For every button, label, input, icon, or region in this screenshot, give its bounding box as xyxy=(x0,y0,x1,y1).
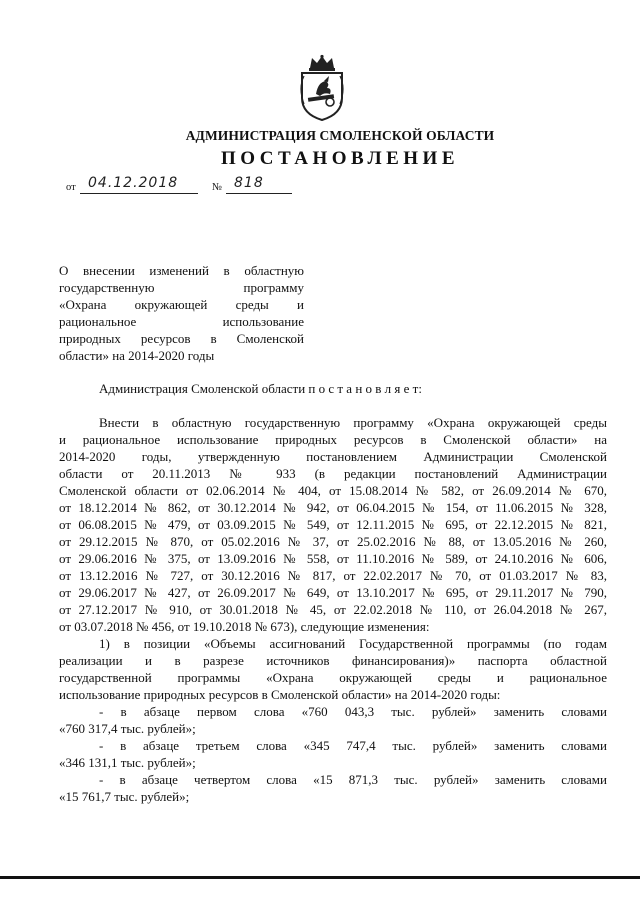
number-prefix: № xyxy=(212,182,223,193)
body-line: - в абзаце первом слова «760 043,3 тыс. рублей» заменить словами xyxy=(99,704,607,719)
subject-line: природных ресурсов в Смоленской xyxy=(59,331,304,346)
body-line: 1) в позиции «Объемы ассигнований Государственной программы (по годам xyxy=(99,636,607,651)
document-type-title: ПОСТАНОВЛЕНИЕ xyxy=(220,148,460,169)
body-line: Смоленской области от 02.06.2014 № 404, от 15.08.2014 № 582, от 26.09.2014 № 670, xyxy=(59,483,607,498)
body-line: от 29.12.2015 № 870, от 05.02.2016 № 37, от 25.02.2016 № 88, от 13.05.2016 № 260, xyxy=(59,534,607,549)
body-line: «15 761,7 тыс. рублей»; xyxy=(59,789,190,804)
body-line: от 29.06.2017 № 427, от 26.09.2017 № 649, от 13.10.2017 № 695, от 29.11.2017 № 790, xyxy=(59,585,607,600)
subject-line: О внесении изменений в областную xyxy=(59,263,304,278)
body-line: от 03.07.2018 № 456, от 19.10.2018 № 673), следующие изменения: xyxy=(59,619,430,634)
body-line: 2014-2020 годы, утвержденную постановлением Администрации Смоленской xyxy=(59,449,607,464)
number-handwritten: 818 xyxy=(234,175,264,191)
number-underline xyxy=(226,193,292,194)
body-line: от 06.08.2015 № 479, от 03.09.2015 № 549, от 12.11.2015 № 695, от 22.12.2015 № 821, xyxy=(59,517,607,532)
date-underline xyxy=(80,193,198,194)
body-line: «760 317,4 тыс. рублей»; xyxy=(59,721,196,736)
date-number-line xyxy=(66,176,326,196)
resolution-intro: Администрация Смоленской области п о с т а н о в л я е т: xyxy=(99,381,422,396)
subject-line: государственную программу xyxy=(59,280,304,295)
body-line: от 18.12.2014 № 862, от 30.12.2014 № 942, от 06.04.2015 № 154, от 11.06.2015 № 328, xyxy=(59,500,607,515)
body-line: - в абзаце третьем слова «345 747,4 тыс. рублей» заменить словами xyxy=(99,738,607,753)
document-subject xyxy=(59,262,304,364)
body-line: использование природных ресурсов в Смоленской области» на 2014-2020 годы: xyxy=(59,687,501,702)
subject-line: области» на 2014-2020 годы xyxy=(59,348,215,363)
body-line: от 29.06.2016 № 375, от 13.09.2016 № 558, от 11.10.2016 № 589, от 24.10.2016 № 606, xyxy=(59,551,607,566)
bottom-border xyxy=(0,876,640,879)
document-body xyxy=(59,414,607,805)
body-line: от 13.12.2016 № 727, от 30.12.2016 № 817, от 22.02.2017 № 70, от 01.03.2017 № 83, xyxy=(59,568,607,583)
body-line: области от 20.11.2013 № 933 (в редакции постановлений Администрации xyxy=(59,466,607,481)
date-prefix: от xyxy=(66,182,76,193)
body-line: от 27.12.2017 № 910, от 30.01.2018 № 45, от 22.02.2018 № 110, от 26.04.2018 № 267, xyxy=(59,602,607,617)
body-line: и рациональное использование природных ресурсов в Смоленской области» на xyxy=(59,432,607,447)
body-line: Внести в областную государственную программу «Охрана окружающей среды xyxy=(99,415,607,430)
body-line: государственной программы «Охрана окружающей среды и рациональное xyxy=(59,670,607,685)
body-line: реализации и в разрезе источников финансирования)» паспорта областной xyxy=(59,653,607,668)
body-line: «346 131,1 тыс. рублей»; xyxy=(59,755,196,770)
date-handwritten: 04.12.2018 xyxy=(88,175,179,191)
organization-name: АДМИНИСТРАЦИЯ СМОЛЕНСКОЙ ОБЛАСТИ xyxy=(185,128,495,143)
body-line: - в абзаце четвертом слова «15 871,3 тыс. рублей» заменить словами xyxy=(99,772,607,787)
subject-line: рациональное использование xyxy=(59,314,304,329)
subject-line: «Охрана окружающей среды и xyxy=(59,297,304,312)
smolensk-coat-of-arms-icon xyxy=(294,54,350,122)
